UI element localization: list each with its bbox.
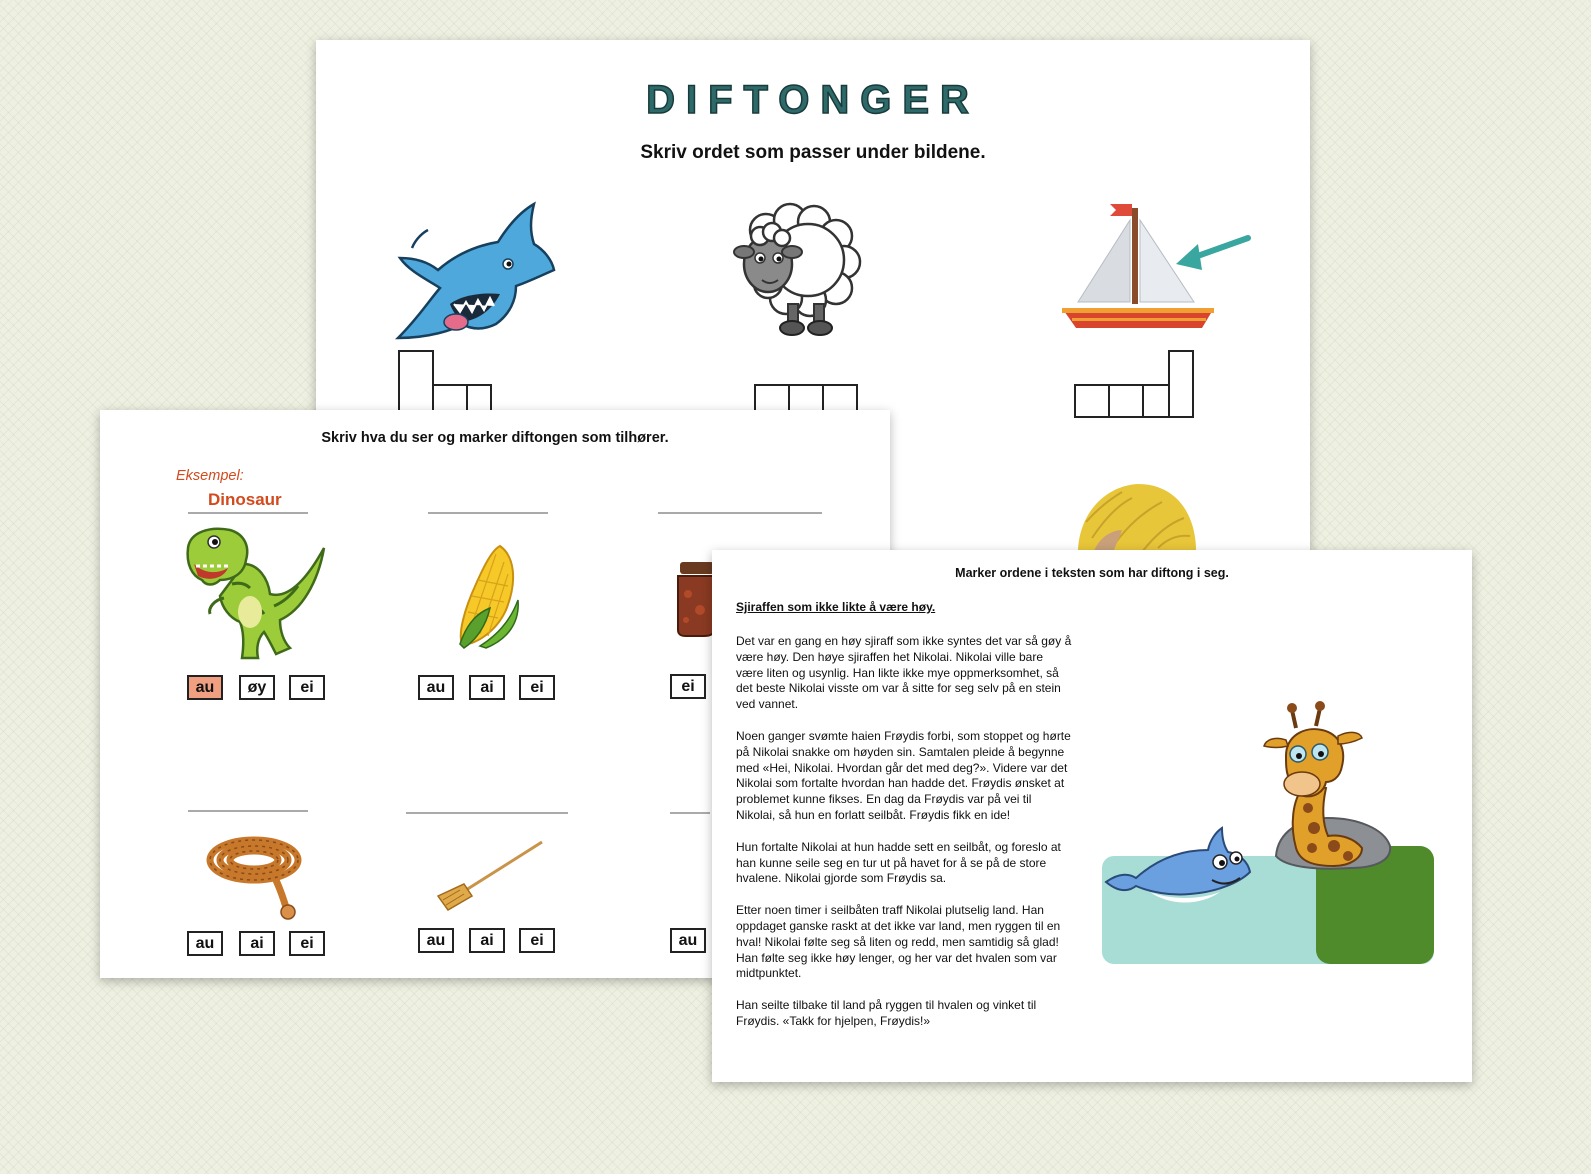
- hay-icon: [1072, 478, 1202, 558]
- jam-jar-icon: [674, 558, 714, 638]
- instruction-text: Skriv hva du ser og marker diftongen som tilhører.: [321, 430, 669, 446]
- letter-box[interactable]: [398, 350, 434, 416]
- story-title: Sjiraffen som ikke likte å være høy.: [736, 600, 936, 614]
- story-paragraph[interactable]: Etter noen timer i seilbåten traff Nikolai plutselig land. Han oppdaget ganske raskt at det ikke var land, men ryggen til en hval! Nikolai følte seg så liten og redd, men samtidig så glad! Han følte seg ikke høy lenger, og her var det hvalen som var midtpunktet.: [736, 903, 1061, 981]
- instruction-text: Skriv ordet som passer under bildene.: [640, 142, 986, 163]
- option-ei[interactable]: ei: [519, 928, 555, 953]
- sheep-icon: [726, 200, 866, 340]
- shark-icon: [388, 200, 558, 345]
- corn-icon: [450, 540, 530, 650]
- option-ei[interactable]: ei: [289, 931, 325, 956]
- option-ei[interactable]: ei: [289, 675, 325, 700]
- option-au-selected[interactable]: au: [187, 675, 223, 700]
- answer-line[interactable]: [188, 512, 308, 514]
- option-oy[interactable]: øy: [239, 675, 275, 700]
- arrow-icon: [1172, 230, 1252, 280]
- letter-box[interactable]: [1074, 384, 1110, 418]
- story-paragraph[interactable]: Han seilte tilbake til land på ryggen til hvalen og vinket til Frøydis. «Takk for hjelpen, Frøydis!»: [736, 998, 1037, 1028]
- letter-box[interactable]: [1142, 384, 1170, 418]
- answer-line[interactable]: [406, 812, 568, 814]
- story-paragraph[interactable]: Noen ganger svømte haien Frøydis forbi, som stoppet og hørte på Nikolai snakke om høyden sin. Samtalen pleide å begynne med «Hei, Nikolai. Hvordan går det med deg?». Videre var det Nikolai som fortalte hvordan han hadde det. Frøydis ønsket at problemet kunne fikses. En dag da Frøydis var på vei til Nikolai, så hun en forlatt seilbåt. Frøydis fikk en ide!: [736, 728, 1071, 822]
- worksheet-story: [712, 550, 1472, 1082]
- option-ai[interactable]: ai: [469, 675, 505, 700]
- option-au[interactable]: au: [187, 931, 223, 956]
- answer-line[interactable]: [428, 512, 548, 514]
- option-au[interactable]: au: [418, 675, 454, 700]
- story-paragraph[interactable]: Det var en gang en høy sjiraff som ikke syntes det var så gøy å være høy. Den høye sjiraffen het Nikolai. Nikolai ville bare være liten og usynlig. Han likte ikke mye oppmerksomhet, så det beste Nikolai visste om var å sitte for seg selv på en stein ved vannet.: [736, 634, 1072, 712]
- rope-icon: [204, 830, 308, 922]
- option-au[interactable]: au: [418, 928, 454, 953]
- answer-line[interactable]: [188, 810, 308, 812]
- dinosaur-icon: [184, 524, 330, 664]
- page-title: DIFTONGER: [646, 78, 980, 122]
- answer-line[interactable]: [670, 812, 710, 814]
- instruction-text: Marker ordene i teksten som har diftong i seg.: [955, 566, 1229, 580]
- option-ai[interactable]: ai: [239, 931, 275, 956]
- option-ei[interactable]: ei: [519, 675, 555, 700]
- option-ei[interactable]: ei: [670, 674, 706, 699]
- option-au[interactable]: au: [670, 928, 706, 953]
- story-text[interactable]: [736, 634, 1072, 1046]
- broom-icon: [434, 838, 546, 912]
- example-word: Dinosaur: [208, 490, 282, 509]
- option-ai[interactable]: ai: [469, 928, 505, 953]
- example-label: Eksempel:: [176, 468, 244, 484]
- story-paragraph[interactable]: Hun fortalte Nikolai at hun hadde sett en seilbåt, og foreslo at han kunne seile seg en tur ut på havet for å se på de store hvalene. Nikolai gjorde som Frøydis sa.: [736, 839, 1061, 886]
- letter-box[interactable]: [1168, 350, 1194, 418]
- giraffe-icon: [1100, 696, 1440, 966]
- answer-line[interactable]: [658, 512, 822, 514]
- letter-box[interactable]: [1108, 384, 1144, 418]
